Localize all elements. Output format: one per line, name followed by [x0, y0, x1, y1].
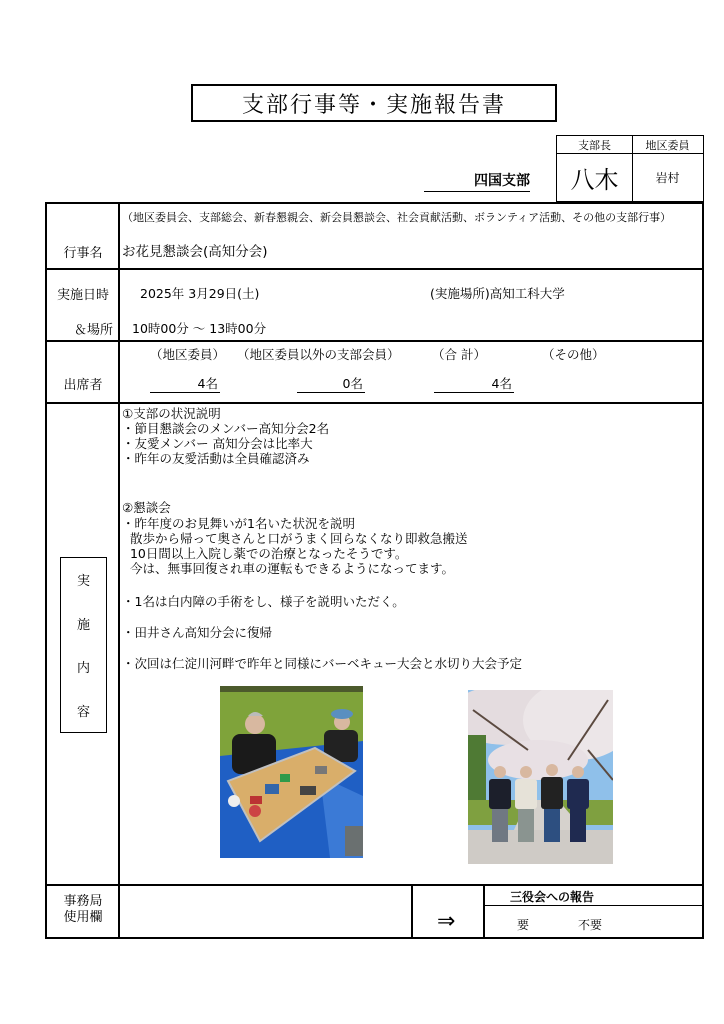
attendees-header-other: （その他） — [542, 347, 605, 362]
arrow-icon: ⇒ — [437, 909, 456, 934]
content-line: ・節目懇談会のメンバー高知分会2名 — [122, 421, 330, 436]
content-label-char: 施 — [76, 617, 90, 633]
attendees-header-district: （地区委員） — [150, 347, 226, 362]
content-line: 今は、無事回復され車の運転もできるようになってます。 — [122, 561, 454, 576]
office-column-divider — [483, 884, 485, 937]
content-line: ・1名は白内障の手術をし、様子を説明いただく。 — [122, 594, 405, 609]
content-line: ・友愛メンバー 高知分会は比率大 — [122, 436, 313, 451]
attendees-header-members: （地区委員以外の支部会員） — [237, 347, 400, 362]
attendees-district-count[interactable]: 4名 — [150, 374, 220, 393]
content-line: 10日間以上入院し薬での治療となったそうです。 — [122, 546, 408, 561]
content-line: ①支部の状況説明 — [122, 406, 221, 421]
row-divider — [47, 340, 702, 342]
content-label-char: 実 — [76, 574, 90, 590]
branch-name: 四国支部 — [424, 170, 530, 192]
content-line: ・次回は仁淀川河畔で昨年と同様にバーベキュー大会と水切り大会予定 — [122, 656, 523, 671]
branch-head-header: 支部長 — [557, 136, 632, 154]
attendees-members-count[interactable]: 0名 — [297, 374, 365, 393]
report-title: 三役会への報告 — [510, 890, 595, 904]
event-name-label: 行事名 — [63, 246, 103, 261]
content-line: ・田井さん高知分会に復帰 — [122, 625, 273, 640]
district-member-header: 地区委員 — [632, 136, 703, 154]
report-table — [45, 202, 704, 939]
report-required-option[interactable]: 要 — [517, 918, 530, 932]
place-label: ＆場所 — [73, 323, 113, 338]
content-label-char: 容 — [76, 704, 90, 720]
office-column-divider — [411, 884, 413, 937]
picnic-table-photo — [220, 686, 363, 858]
event-name-value[interactable]: お花見懇談会(高知分会) — [122, 244, 268, 260]
label-column-divider — [118, 204, 120, 937]
content-label-char: 内 — [76, 661, 90, 677]
attendees-header-total: （合 計） — [432, 347, 486, 362]
page-title: 支部行事等・実施報告書 — [191, 84, 557, 122]
office-use-field[interactable] — [121, 886, 409, 938]
event-place[interactable]: (実施場所)高知工科大学 — [430, 286, 565, 301]
attendees-total-count[interactable]: 4名 — [434, 374, 514, 393]
office-use-label-line2: 使用欄 — [63, 910, 103, 925]
event-time[interactable]: 10時00分 ～ 13時00分 — [132, 321, 267, 336]
datetime-label: 実施日時 — [56, 288, 109, 303]
stamp-divider — [632, 136, 633, 201]
approval-stamp-table — [556, 135, 704, 202]
event-type-hint: （地区委員会、支部総会、新春懇親会、新会員懇談会、社会貢献活動、ボランティア活動、その他の支部行事） — [122, 211, 672, 224]
branch-head-name: 八木 — [570, 166, 619, 194]
content-line: ②懇談会 — [122, 500, 171, 515]
row-divider — [47, 268, 702, 270]
content-label — [60, 557, 107, 733]
content-line: ・昨年の友愛活動は全員確認済み — [122, 451, 310, 466]
attendees-label: 出席者 — [63, 378, 103, 393]
content-line: ・昨年度のお見舞いが1名いた状況を説明 — [122, 516, 355, 531]
office-use-label-line1: 事務局 — [63, 894, 103, 909]
district-member-name: 岩村 — [655, 171, 680, 185]
event-date[interactable]: 2025年 3月29日(土) — [140, 286, 260, 301]
group-photo — [468, 690, 613, 864]
report-divider — [485, 905, 702, 906]
content-line: 散歩から帰って奥さんと口がうまく回らなくなり即救急搬送 — [122, 531, 468, 546]
report-not-required-option[interactable]: 不要 — [578, 918, 603, 932]
